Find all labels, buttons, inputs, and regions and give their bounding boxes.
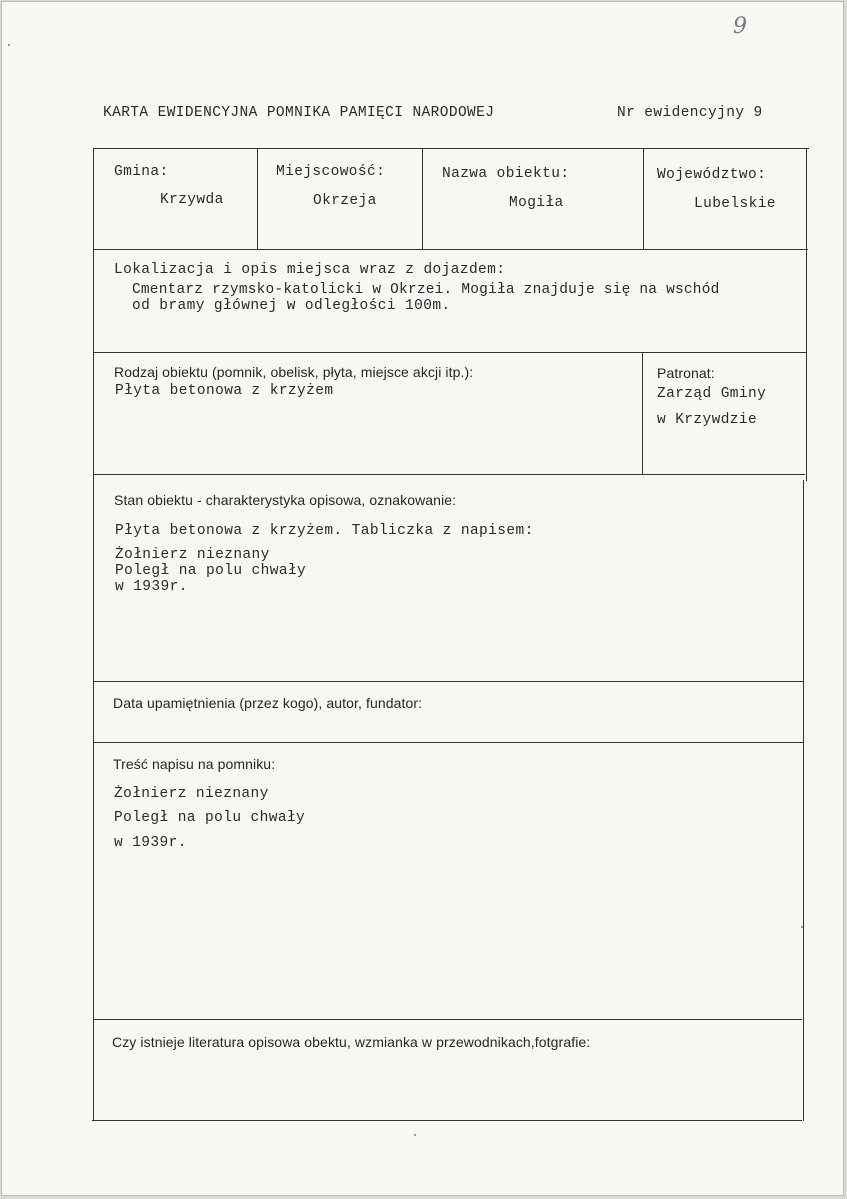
tresc-napisu-label: Treść napisu na pomniku: [113,756,276,772]
wojewodztwo-label: Województwo: [657,167,767,183]
patronat-line-2: w Krzywdzie [657,412,758,428]
nazwa-obiektu-value: Mogiła [509,195,564,211]
lokalizacja-line-1: Cmentarz rzymsko-katolicki w Okrzei. Mogiła znajduje się na wschód [132,282,720,298]
table-divider [93,681,804,682]
scan-speck [414,1134,416,1136]
rodzaj-obiektu-value: Płyta betonowa z krzyżem [115,383,334,399]
form-title: KARTA EWIDENCYJNA POMNIKA PAMIĘCI NARODOWEJ [103,105,495,121]
table-divider [93,1019,802,1020]
scan-speck [8,44,10,46]
patronat-line-1: Zarząd Gminy [657,386,767,402]
table-divider [93,474,805,475]
lokalizacja-label: Lokalizacja i opis miejsca wraz z dojazdem: [114,262,506,278]
gmina-label: Gmina: [114,164,169,180]
table-border-bottom [92,1120,802,1121]
tresc-napisu-line-3: w 1939r. [114,835,187,851]
table-border-right [806,148,807,481]
data-upamietnienia-label: Data upamiętnienia (przez kogo), autor, fundator: [113,695,423,711]
stan-obiektu-label: Stan obiektu - charakterystyka opisowa, oznakowanie: [114,492,457,508]
column-divider [257,148,258,249]
miejscowosc-label: Miejscowość: [276,164,386,180]
record-number: Nr ewidencyjny 9 [617,105,763,121]
rodzaj-obiektu-label: Rodzaj obiektu (pomnik, obelisk, płyta, miejsce akcji itp.): [114,364,474,380]
nazwa-obiektu-label: Nazwa obiektu: [442,166,570,182]
literatura-label: Czy istnieje literatura opisowa obektu, wzmianka w przewodnikach,fotgrafie: [112,1034,591,1050]
column-divider [422,148,423,249]
scan-speck [801,926,803,928]
patronat-label: Patronat: [657,365,715,381]
table-divider [93,249,808,250]
tresc-napisu-line-2: Poległ na polu chwały [114,810,306,826]
tresc-napisu-line-1: Żołnierz nieznany [114,786,269,802]
stan-obiektu-line-3: Poległ na polu chwały [115,563,307,579]
stan-obiektu-line-1: Płyta betonowa z krzyżem. Tabliczka z napisem: [115,523,534,539]
miejscowosc-value: Okrzeja [313,193,377,209]
gmina-value: Krzywda [160,192,224,208]
handwritten-page-number: 9 [733,14,747,39]
wojewodztwo-value: Lubelskie [694,196,776,212]
lokalizacja-line-2: od bramy głównej w odległości 100m. [132,298,451,314]
stan-obiektu-line-2: Żołnierz nieznany [115,547,270,563]
table-border-top [93,148,809,149]
table-border-left [93,148,94,1121]
column-divider [643,148,644,249]
table-divider [93,742,803,743]
column-divider [642,352,643,474]
stan-obiektu-line-4: w 1939r. [115,579,188,595]
table-border-right [803,480,804,1121]
table-divider [93,352,806,353]
